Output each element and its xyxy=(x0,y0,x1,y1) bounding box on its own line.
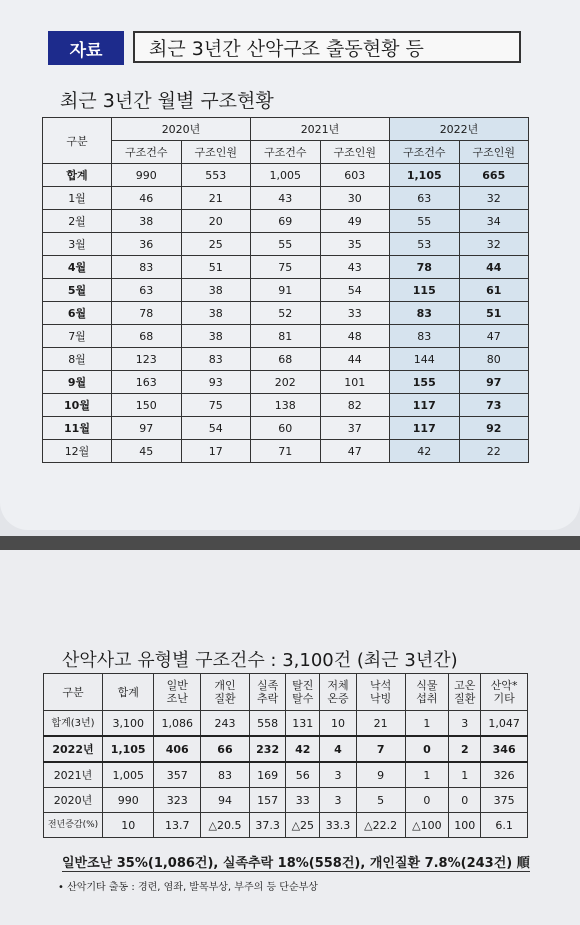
table-cell: 990 xyxy=(103,788,154,813)
header-line: 추락 xyxy=(257,692,279,705)
table-cell: △25 xyxy=(286,813,320,838)
table-cell: 0 xyxy=(405,736,449,762)
column-header xyxy=(44,674,103,711)
header-line: 온증 xyxy=(327,692,349,705)
table-cell: 53 xyxy=(390,233,460,256)
table-cell: 33 xyxy=(286,788,320,813)
table-cell: 51 xyxy=(459,302,529,325)
table-cell: 1,086 xyxy=(154,711,201,737)
table-cell: 42 xyxy=(390,440,460,463)
table-cell: 71 xyxy=(251,440,321,463)
table-row xyxy=(44,788,528,813)
table-cell: 326 xyxy=(481,762,528,788)
column-header: 구조인원 xyxy=(459,141,529,164)
row-label: 합계(3년) xyxy=(44,711,103,737)
table-cell: 35 xyxy=(320,233,390,256)
table-row xyxy=(44,762,528,788)
table-cell: 323 xyxy=(154,788,201,813)
header-line: 질환 xyxy=(454,692,476,705)
row-label: 5월 xyxy=(43,279,112,302)
table-row xyxy=(44,736,528,762)
table-cell: 46 xyxy=(112,187,182,210)
column-header xyxy=(405,674,449,711)
table-cell: 1,105 xyxy=(390,164,460,187)
table-cell: 36 xyxy=(112,233,182,256)
table-cell: 13.7 xyxy=(154,813,201,838)
column-header xyxy=(201,674,250,711)
table-cell: 55 xyxy=(390,210,460,233)
header-line: 질환 xyxy=(214,692,236,705)
table-cell: 78 xyxy=(112,302,182,325)
table-cell: 0 xyxy=(405,788,449,813)
table-cell: 9 xyxy=(356,762,405,788)
table-cell: 232 xyxy=(249,736,286,762)
table-cell: 30 xyxy=(320,187,390,210)
table-cell: 32 xyxy=(459,233,529,256)
column-header xyxy=(286,674,320,711)
table-cell: 83 xyxy=(390,325,460,348)
table-cell: 78 xyxy=(390,256,460,279)
table-cell: 42 xyxy=(286,736,320,762)
table-cell: 82 xyxy=(320,394,390,417)
table-cell: 93 xyxy=(181,371,251,394)
table-cell: 553 xyxy=(181,164,251,187)
table-cell: 3 xyxy=(320,762,357,788)
table-cell: 406 xyxy=(154,736,201,762)
table-cell: 34 xyxy=(459,210,529,233)
table-cell: 75 xyxy=(181,394,251,417)
table-cell: 69 xyxy=(251,210,321,233)
row-label: 2022년 xyxy=(44,736,103,762)
row-label: 1월 xyxy=(43,187,112,210)
table-cell: 22 xyxy=(459,440,529,463)
table-row xyxy=(43,233,529,256)
table-row xyxy=(43,348,529,371)
table-cell: 68 xyxy=(251,348,321,371)
table-cell: 6.1 xyxy=(481,813,528,838)
table-row xyxy=(43,164,529,187)
table-cell: 63 xyxy=(390,187,460,210)
table-cell: 990 xyxy=(112,164,182,187)
table-cell: △100 xyxy=(405,813,449,838)
header-line: 탈수 xyxy=(292,692,314,705)
table-cell: 155 xyxy=(390,371,460,394)
table-cell: 357 xyxy=(154,762,201,788)
table-cell: 38 xyxy=(112,210,182,233)
header-line: 식물 xyxy=(416,679,438,692)
label-badge: 자료 xyxy=(48,31,124,65)
table-cell: 44 xyxy=(459,256,529,279)
table-cell: 83 xyxy=(112,256,182,279)
table-cell: 80 xyxy=(459,348,529,371)
column-header: 구조건수 xyxy=(390,141,460,164)
table-cell: 48 xyxy=(320,325,390,348)
row-label: 7월 xyxy=(43,325,112,348)
table-cell: 3 xyxy=(320,788,357,813)
header-line: 낙석 xyxy=(370,679,392,692)
header-line: 낙빙 xyxy=(370,692,392,705)
table-cell: 83 xyxy=(181,348,251,371)
column-header: 구조건수 xyxy=(112,141,182,164)
column-header: 구조건수 xyxy=(251,141,321,164)
table-cell: 43 xyxy=(320,256,390,279)
table-row xyxy=(43,279,529,302)
table-cell: 1,005 xyxy=(251,164,321,187)
header-line: 저체 xyxy=(327,679,349,692)
table-cell: 117 xyxy=(390,417,460,440)
table-cell: 97 xyxy=(112,417,182,440)
table-cell: 10 xyxy=(103,813,154,838)
table-cell: 169 xyxy=(249,762,286,788)
table-cell: 83 xyxy=(201,762,250,788)
table-cell: 97 xyxy=(459,371,529,394)
table-cell: 123 xyxy=(112,348,182,371)
table-cell: 157 xyxy=(249,788,286,813)
table-cell: 101 xyxy=(320,371,390,394)
table-cell: 665 xyxy=(459,164,529,187)
table-cell: 243 xyxy=(201,711,250,737)
header-line: 기타 xyxy=(493,692,515,705)
table-row xyxy=(43,187,529,210)
table-cell: 117 xyxy=(390,394,460,417)
table-cell: 1 xyxy=(405,711,449,737)
table-cell: 1,047 xyxy=(481,711,528,737)
column-header xyxy=(249,674,286,711)
row-label: 8월 xyxy=(43,348,112,371)
header-line: 실족 xyxy=(257,679,279,692)
table-row xyxy=(44,711,528,737)
row-label: 2021년 xyxy=(44,762,103,788)
table-cell: 38 xyxy=(181,325,251,348)
table-cell: 21 xyxy=(356,711,405,737)
table-cell: 32 xyxy=(459,187,529,210)
table-row xyxy=(43,440,529,463)
table-cell: 1,005 xyxy=(103,762,154,788)
table-row xyxy=(43,325,529,348)
year-header: 2022년 xyxy=(390,118,529,141)
table-cell: 21 xyxy=(181,187,251,210)
table-cell: 163 xyxy=(112,371,182,394)
table-cell: 33.3 xyxy=(320,813,357,838)
table-cell: 47 xyxy=(459,325,529,348)
footnote: • 산악기타 출동 : 경련, 염좌, 발목부상, 부주의 등 단순부상 xyxy=(58,882,318,893)
header-line: 조난 xyxy=(166,692,188,705)
table-cell: 3 xyxy=(449,711,481,737)
table-cell: 75 xyxy=(251,256,321,279)
table-cell: 52 xyxy=(251,302,321,325)
summary-text: 일반조난 35%(1,086건), 실족추락 18%(558건), 개인질환 7.8%(243건) 順 xyxy=(62,852,530,872)
table-cell: 83 xyxy=(390,302,460,325)
monthly-rescue-table xyxy=(42,117,529,463)
year-header: 2021년 xyxy=(251,118,390,141)
table-cell: 100 xyxy=(449,813,481,838)
table-cell: 45 xyxy=(112,440,182,463)
slide-title: 최근 3년간 산악구조 출동현황 등 xyxy=(133,31,521,63)
table-cell: 38 xyxy=(181,302,251,325)
header-line: 고온 xyxy=(454,679,476,692)
column-header xyxy=(320,674,357,711)
table-cell: 92 xyxy=(459,417,529,440)
table-cell: 56 xyxy=(286,762,320,788)
column-header xyxy=(103,674,154,711)
table-cell: 37 xyxy=(320,417,390,440)
table-row xyxy=(43,210,529,233)
row-label: 9월 xyxy=(43,371,112,394)
table-cell: △20.5 xyxy=(201,813,250,838)
table-cell: 68 xyxy=(112,325,182,348)
table-row xyxy=(43,256,529,279)
table-cell: 54 xyxy=(320,279,390,302)
table-cell: 375 xyxy=(481,788,528,813)
column-header xyxy=(481,674,528,711)
table-cell: 51 xyxy=(181,256,251,279)
table-cell: 144 xyxy=(390,348,460,371)
table-cell: 5 xyxy=(356,788,405,813)
table-cell: 150 xyxy=(112,394,182,417)
table-cell: 81 xyxy=(251,325,321,348)
table-cell: 0 xyxy=(449,788,481,813)
table-cell: 63 xyxy=(112,279,182,302)
table-row xyxy=(43,371,529,394)
table-row xyxy=(43,417,529,440)
accident-type-table xyxy=(43,673,528,838)
row-label: 3월 xyxy=(43,233,112,256)
column-header xyxy=(356,674,405,711)
column-header xyxy=(449,674,481,711)
row-label: 12월 xyxy=(43,440,112,463)
column-header: 구조인원 xyxy=(181,141,251,164)
table-cell: 1 xyxy=(405,762,449,788)
table-cell: 4 xyxy=(320,736,357,762)
table-cell: 3,100 xyxy=(103,711,154,737)
table-cell: 2 xyxy=(449,736,481,762)
table-cell: 73 xyxy=(459,394,529,417)
table-cell: 346 xyxy=(481,736,528,762)
row-label: 4월 xyxy=(43,256,112,279)
table-cell: 131 xyxy=(286,711,320,737)
table-row xyxy=(43,394,529,417)
row-label: 11월 xyxy=(43,417,112,440)
table-cell: 138 xyxy=(251,394,321,417)
table-row xyxy=(43,302,529,325)
table-cell: 1 xyxy=(449,762,481,788)
year-header: 2020년 xyxy=(112,118,251,141)
section-heading-2: 산악사고 유형별 구조건수 : 3,100건 (최근 3년간) xyxy=(62,650,458,671)
table-cell: 55 xyxy=(251,233,321,256)
row-label: 2020년 xyxy=(44,788,103,813)
table-cell: 43 xyxy=(251,187,321,210)
column-header xyxy=(154,674,201,711)
row-label: 2월 xyxy=(43,210,112,233)
header-line: 탈진 xyxy=(292,679,314,692)
row-label: 합계 xyxy=(43,164,112,187)
table-cell: 10 xyxy=(320,711,357,737)
column-header: 구조인원 xyxy=(320,141,390,164)
header-line: 일반 xyxy=(166,679,188,692)
table-cell: 17 xyxy=(181,440,251,463)
table-cell: △22.2 xyxy=(356,813,405,838)
header-line: 섭취 xyxy=(416,692,438,705)
slide-separator xyxy=(0,536,580,550)
table-row xyxy=(44,813,528,838)
row-label: 6월 xyxy=(43,302,112,325)
row-label: 10월 xyxy=(43,394,112,417)
table-cell: 44 xyxy=(320,348,390,371)
table-cell: 603 xyxy=(320,164,390,187)
header-line: 산악* xyxy=(490,679,518,692)
header-line: 구분 xyxy=(62,685,84,699)
section-heading: 최근 3년간 월별 구조현황 xyxy=(60,90,274,112)
table-cell: 37.3 xyxy=(249,813,286,838)
table-cell: 61 xyxy=(459,279,529,302)
table-cell: 91 xyxy=(251,279,321,302)
table-cell: 202 xyxy=(251,371,321,394)
table-cell: 38 xyxy=(181,279,251,302)
table-cell: 20 xyxy=(181,210,251,233)
corner-header: 구분 xyxy=(43,118,112,164)
table-cell: 25 xyxy=(181,233,251,256)
table-cell: 33 xyxy=(320,302,390,325)
table-cell: 49 xyxy=(320,210,390,233)
table-cell: 94 xyxy=(201,788,250,813)
row-label: 전년증감(%) xyxy=(44,813,103,838)
table-cell: 115 xyxy=(390,279,460,302)
table-cell: 558 xyxy=(249,711,286,737)
table-cell: 7 xyxy=(356,736,405,762)
table-cell: 66 xyxy=(201,736,250,762)
table-cell: 54 xyxy=(181,417,251,440)
header-line: 합계 xyxy=(117,685,139,699)
table-cell: 1,105 xyxy=(103,736,154,762)
table-cell: 47 xyxy=(320,440,390,463)
header-line: 개인 xyxy=(214,679,236,692)
table-cell: 60 xyxy=(251,417,321,440)
